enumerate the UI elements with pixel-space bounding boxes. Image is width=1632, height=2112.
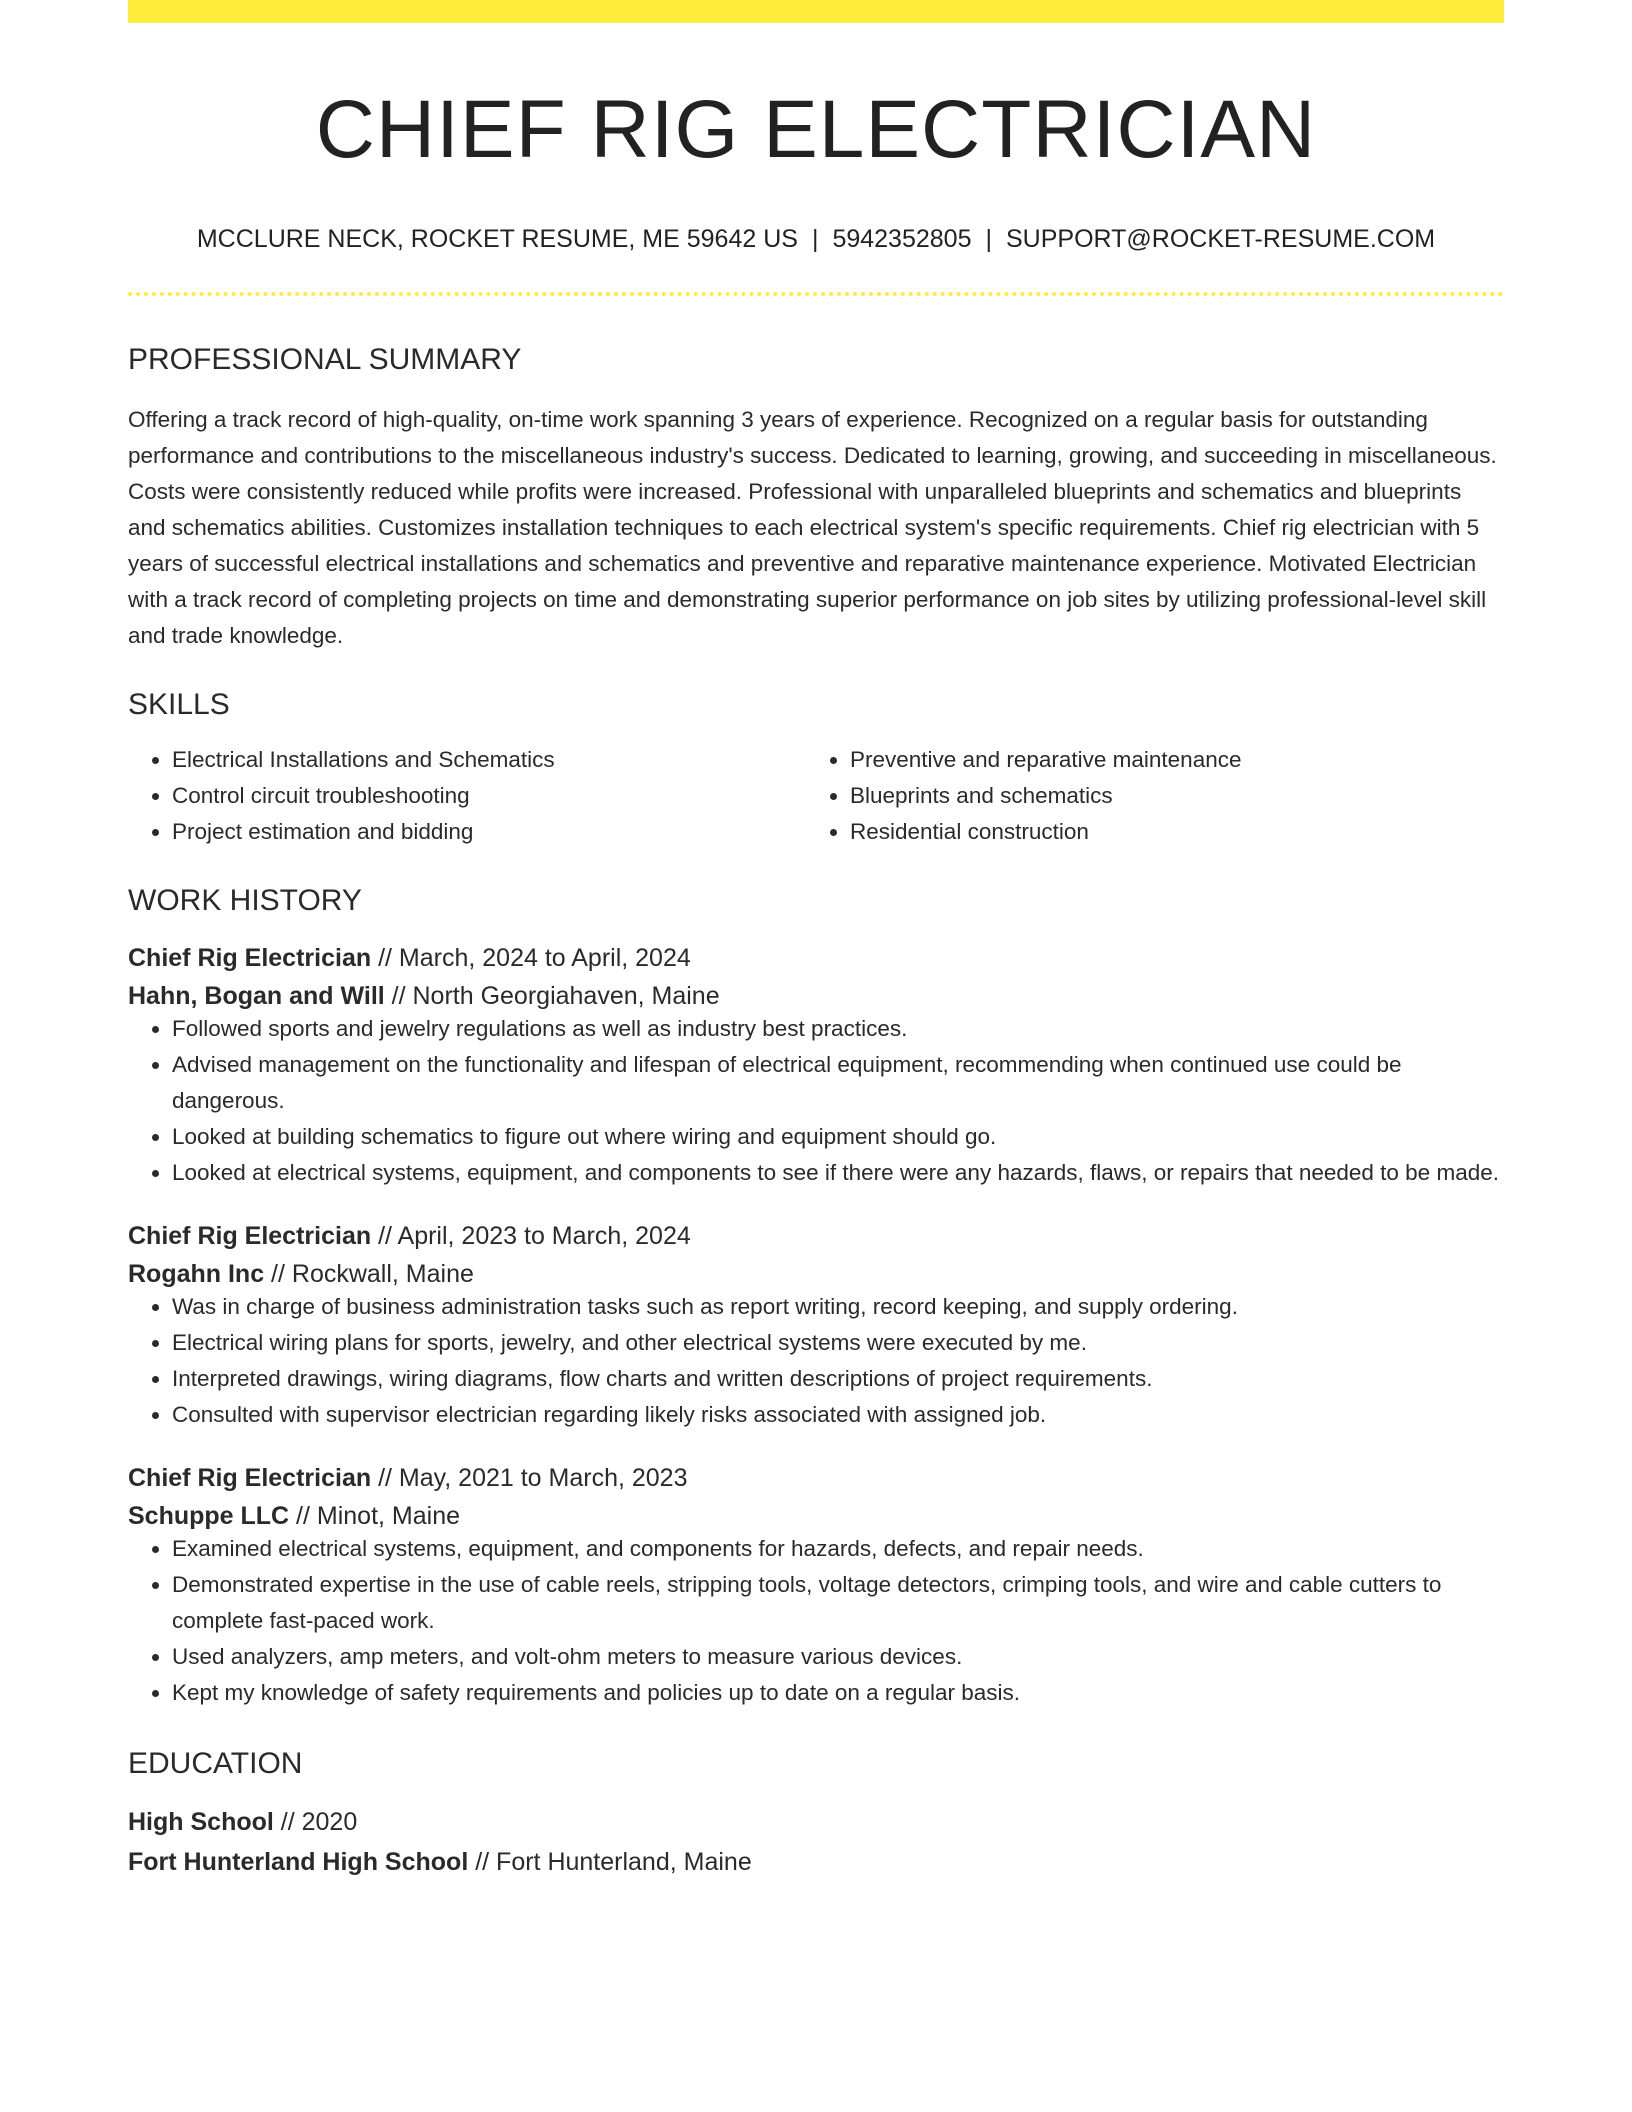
company-name: Rogahn Inc — [128, 1260, 265, 1288]
summary-heading: PROFESSIONAL SUMMARY — [128, 343, 522, 376]
education-year: // 2020 — [273, 1808, 358, 1836]
job-title-line — [128, 943, 1504, 973]
skill-item: • Control circuit troubleshooting — [172, 778, 806, 814]
company-name: Schuppe LLC — [128, 1502, 290, 1530]
education-location: // Fort Hunterland, Maine — [468, 1848, 752, 1876]
accent-top-bar — [128, 0, 1504, 23]
contact-address: MCCLURE NECK, ROCKET RESUME, ME 59642 US — [196, 225, 798, 253]
summary-text: Offering a track record of high-quality, on-time work spanning 3 years of experience. Recognized on a regular basis for outstanding performance and contributions to the miscellaneous industry's success. Dedicated to learning, growing, and succeeding in miscellaneous. Costs were consistently reduced while profits were increased. Professional with unparalleled blueprints and schematics and blueprints and schematics abilities. Customizes installation techniques to each electrical system's specific requirements. Chief rig electrician with 5 years of successful electrical installations and schematics and preventive and reparative maintenance experience. Motivated Electrician with a track record of completing projects on time and demonstrating superior performance on job sites by utilizing professional-level skill and trade knowledge. — [128, 407, 1497, 648]
job-bullet: • Advised management on the functionality and lifespan of electrical equipment, recommending when continued use could be dangerous. — [172, 1047, 1504, 1119]
contact-phone: 5942352805 — [832, 225, 972, 253]
job-bullet: • Interpreted drawings, wiring diagrams, flow charts and written descriptions of project requirements. — [172, 1361, 1504, 1397]
job-dates: // April, 2023 to March, 2024 — [371, 1222, 691, 1250]
work-history-heading: WORK HISTORY — [128, 884, 362, 917]
job-title: Chief Rig Electrician — [128, 1464, 372, 1492]
job-dates: // March, 2024 to April, 2024 — [371, 944, 691, 972]
job-bullet: • Electrical wiring plans for sports, jewelry, and other electrical systems were executed by me. — [172, 1325, 1504, 1361]
skill-item: • Preventive and reparative maintenance — [850, 742, 1484, 778]
job-bullet: • Was in charge of business administration tasks such as report writing, record keeping, and supply ordering. — [172, 1289, 1504, 1325]
contact-separator: | — [811, 225, 819, 253]
job-bullet: • Demonstrated expertise in the use of cable reels, stripping tools, voltage detectors, crimping tools, and wire and cable cutters to complete fast-paced work. — [172, 1567, 1504, 1639]
candidate-name: CHIEF RIG ELECTRICIAN — [315, 84, 1317, 175]
education-school: Fort Hunterland High School — [128, 1848, 469, 1876]
job-title: Chief Rig Electrician — [128, 944, 372, 972]
skill-item: • Residential construction — [850, 814, 1484, 850]
skill-item: • Project estimation and bidding — [172, 814, 806, 850]
skills-list — [128, 742, 1504, 850]
resume-page — [128, 0, 1504, 1877]
job-entry — [128, 1463, 1504, 1711]
job-bullet: • Followed sports and jewelry regulations as well as industry best practices. — [172, 1011, 1504, 1047]
company-name: Hahn, Bogan and Will — [128, 982, 385, 1010]
company-line — [128, 1259, 1504, 1289]
education-heading: EDUCATION — [128, 1747, 303, 1780]
job-entry — [128, 943, 1504, 1191]
skill-item: • Blueprints and schematics — [850, 778, 1484, 814]
education-degree: High School — [128, 1808, 274, 1836]
company-location: // Minot, Maine — [289, 1502, 461, 1530]
job-bullet: • Looked at building schematics to figure out where wiring and equipment should go. — [172, 1119, 1504, 1155]
job-title-line — [128, 1221, 1504, 1251]
job-bullet: • Used analyzers, amp meters, and volt-ohm meters to measure various devices. — [172, 1639, 1504, 1675]
job-bullets — [128, 1011, 1504, 1191]
skills-heading: SKILLS — [128, 688, 230, 721]
job-bullet: • Examined electrical systems, equipment, and components for hazards, defects, and repair needs. — [172, 1531, 1504, 1567]
education-degree-line — [128, 1807, 1504, 1837]
company-location: // North Georgiahaven, Maine — [384, 982, 720, 1010]
job-bullet: • Looked at electrical systems, equipment, and components to see if there were any hazards, flaws, or repairs that needed to be made. — [172, 1155, 1504, 1191]
contact-separator: | — [985, 225, 992, 253]
job-bullet: • Kept my knowledge of safety requirements and policies up to date on a regular basis. — [172, 1675, 1504, 1711]
header-divider — [128, 292, 1504, 296]
contact-email: SUPPORT@ROCKET-RESUME.COM — [1005, 225, 1436, 253]
job-title: Chief Rig Electrician — [128, 1222, 372, 1250]
skill-item: • Electrical Installations and Schematics — [172, 742, 806, 778]
company-line — [128, 1501, 1504, 1531]
job-bullets — [128, 1289, 1504, 1433]
company-location: // Rockwall, Maine — [264, 1260, 474, 1288]
job-entry — [128, 1221, 1504, 1433]
skills-column-right — [806, 742, 1484, 850]
job-bullet: • Consulted with supervisor electrician regarding likely risks associated with assigned job. — [172, 1397, 1504, 1433]
company-line — [128, 981, 1504, 1011]
job-title-line — [128, 1463, 1504, 1493]
job-dates: // May, 2021 to March, 2023 — [371, 1464, 688, 1492]
education-school-line — [128, 1847, 1504, 1877]
skills-column-left — [128, 742, 806, 850]
job-bullets — [128, 1531, 1504, 1711]
contact-line — [128, 227, 1504, 252]
